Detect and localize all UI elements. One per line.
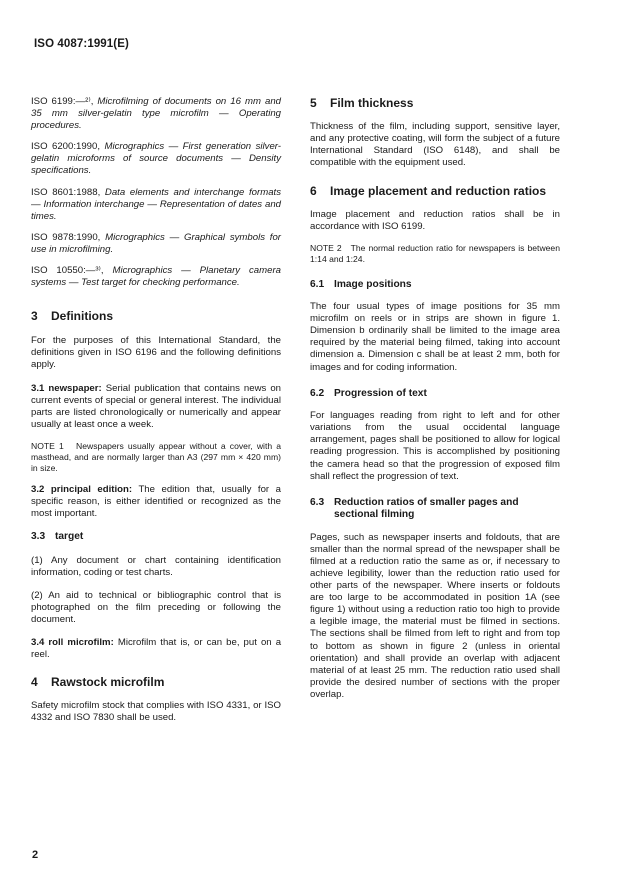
section-6-1-text: The four usual types of image positions for 35 mm microfilm on reels or in strips are shown in figure 1. Dimension b ordinarily shall be limited to the image area required by the material being filmed, taking into account dimension a. Dimension c shall be at least 2 mm, both for images and for coding information. bbox=[310, 301, 560, 373]
definition-3-4: 3.4 roll microfilm: Microfilm that is, or can be, put on a reel. bbox=[31, 637, 282, 661]
left-column bbox=[31, 96, 281, 725]
definition-3-3-item-2: (2) An aid to technical or bibliographic control that is photographed on the film preceding or following the document. bbox=[31, 589, 281, 626]
section-4-text: Safety microfilm stock that complies with ISO 4331, or ISO 4332 and ISO 7830 shall be used. bbox=[31, 700, 281, 724]
note-1: NOTE 1 Newspapers usually appear without a cover, with a masthead, and are normally larger than A3 (297 mm × 420 mm) in size. bbox=[31, 440, 281, 473]
definition-3-3-heading: 3.3 target bbox=[31, 531, 84, 543]
definition-3-2: 3.2 principal edition: The edition that, usually for a specific reason, is either identified or recognized as the most important. bbox=[31, 483, 281, 520]
section-6-3-heading: 6.3 Reduction ratios of smaller pages and sectional filming bbox=[310, 496, 519, 521]
page-number: 2 bbox=[32, 849, 39, 861]
section-6-2-text: For languages reading from right to left and for other variations from the usual occidental language arrangement, pages shall be positioned to allow for logical reading progression. This is accomplished by positioning the camera head so that the progression of exposed film shall reflect the progression of text. bbox=[310, 410, 560, 482]
reference-iso-6199: ISO 6199:—²⁾, Microfilming of documents on 16 mm and 35 mm silver-gelatin type microfilm — Operating procedures. bbox=[31, 96, 281, 132]
definition-3-3-item-1: (1) Any document or chart containing identification information, coding or test charts. bbox=[31, 554, 281, 578]
section-6-2-heading: 6.2 Progression of text bbox=[310, 387, 427, 399]
section-5-heading: 5 Film thickness bbox=[310, 96, 414, 110]
section-6-heading: 6 Image placement and reduction ratios bbox=[310, 184, 547, 199]
right-column bbox=[310, 96, 560, 701]
reference-iso-10550: ISO 10550:—³⁾, Micrographics — Planetary camera systems — Test target for checking performance. bbox=[31, 265, 281, 289]
reference-iso-9878: ISO 9878:1990, Micrographics — Graphical symbols for use in microfilming. bbox=[31, 231, 281, 255]
section-5-text: Thickness of the film, including support, sensitive layer, and any protective coating, will form the subject of a future International Standard (ISO 6148), and shall be compatible with the equipment used. bbox=[310, 121, 560, 169]
section-6-3-text: Pages, such as newspaper inserts and foldouts, that are smaller than the normal spread of the newspaper shall be filmed at a reduction ratio the same as or, if necessary to achieve legibility, lower than the reduction ratio used for other parts of the newspaper. Where inserts or foldouts are too large to be accommodated in position 1A (see figure 1) without using a reduction ratio too high to provide a legible image, the material must be filmed in sections. The sections shall be filmed from left to right and from top to bottom as shown in figure 2 (unless in oriental orientation) and shall provide an overlap with adjacent material of at least 25 mm. The reduction ratio used shall provide the desired number of sections with the proper overlap. bbox=[310, 531, 560, 700]
definition-3-1: 3.1 newspaper: Serial publication that contains news on current events of special or general interest. The individual parts are listed chronologically or numerically and appear usually at least once a week. bbox=[31, 382, 282, 430]
section-6-1-heading: 6.1 Image positions bbox=[310, 278, 412, 290]
reference-iso-6200: ISO 6200:1990, Micrographics — First generation silver-gelatin microforms of source documents — Density specifications. bbox=[31, 141, 281, 177]
section-3-intro: For the purposes of this International Standard, the definitions given in ISO 6196 and the following definitions apply. bbox=[31, 335, 281, 371]
reference-iso-8601: ISO 8601:1988, Data elements and interchange formats — Information interchange — Representation of dates and times. bbox=[31, 186, 281, 222]
note-2: NOTE 2 The normal reduction ratio for newspapers is between 1:14 and 1:24. bbox=[310, 242, 560, 264]
document-header: ISO 4087:1991(E) bbox=[34, 38, 129, 50]
section-6-text: Image placement and reduction ratios shall be in accordance with ISO 6199. bbox=[310, 209, 560, 233]
section-3-heading: 3 Definitions bbox=[31, 309, 113, 324]
section-4-heading: 4 Rawstock microfilm bbox=[31, 675, 165, 690]
